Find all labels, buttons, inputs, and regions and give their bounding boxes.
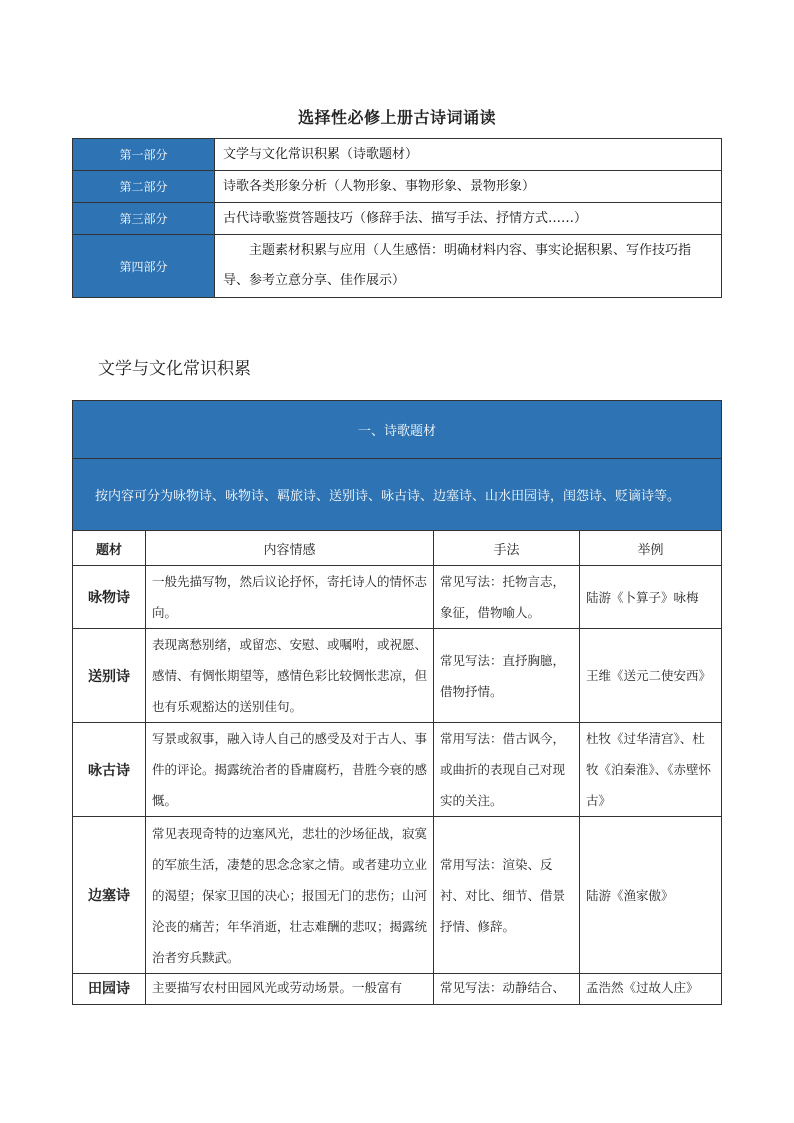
row-example: 陆游《卜算子》咏梅 xyxy=(580,566,722,629)
row-technique: 常见写法：直抒胸臆，借物抒情。 xyxy=(434,629,580,723)
row-category: 咏物诗 xyxy=(73,566,146,629)
outline-part: 第四部分 xyxy=(73,235,215,298)
row-content: 表现离愁别绪，或留恋、安慰、或嘱咐，或祝愿、感情、有惆怅期望等，感情色彩比较惆怅悲凉，但也有乐观豁达的送别佳句。 xyxy=(146,629,434,723)
row-example: 孟浩然《过故人庄》 xyxy=(580,974,722,1005)
row-category: 送别诗 xyxy=(73,629,146,723)
table-row xyxy=(73,817,722,974)
outline-row xyxy=(73,171,722,203)
table-row xyxy=(73,974,722,1005)
row-technique: 常见写法：托物言志，象征，借物喻人。 xyxy=(434,566,580,629)
header-category: 题材 xyxy=(73,531,146,566)
row-technique: 常用写法：渲染、反衬、对比、细节、借景抒情、修辞。 xyxy=(434,817,580,974)
row-category: 边塞诗 xyxy=(73,817,146,974)
page-title: 选择性必修上册古诗词诵读 xyxy=(297,108,496,127)
outline-desc: 诗歌各类形象分析（人物形象、事物形象、景物形象） xyxy=(215,171,722,203)
band-title: 一、诗歌题材 xyxy=(73,401,722,459)
poetry-genre-table xyxy=(72,400,722,1005)
header-example: 举例 xyxy=(580,531,722,566)
outline-row xyxy=(73,203,722,235)
band-desc-row xyxy=(73,459,722,531)
row-example: 陆游《渔家傲》 xyxy=(580,817,722,974)
row-category: 咏古诗 xyxy=(73,723,146,817)
row-example: 杜牧《过华清宫》、杜牧《泊秦淮》、《赤壁怀古》 xyxy=(580,723,722,817)
row-technique: 常用写法：借古讽今，或曲折的表现自己对现实的关注。 xyxy=(434,723,580,817)
row-content: 常见表现奇特的边塞风光，悲壮的沙场征战，寂寞的军旅生活，凄楚的思念念家之情。或者建功立业的渴望；保家卫国的决心；报国无门的悲伤；山河沦丧的痛苦；年华消逝，壮志难酬的悲叹；揭露统治者穷兵黩武。 xyxy=(146,817,434,974)
header-content: 内容情感 xyxy=(146,531,434,566)
header-row xyxy=(73,531,722,566)
outline-table xyxy=(72,138,722,298)
section-heading: 文学与文化常识积累 xyxy=(98,359,251,379)
table-row xyxy=(73,566,722,629)
table-row xyxy=(73,723,722,817)
row-content: 写景或叙事，融入诗人自己的感受及对于古人、事件的评论。揭露统治者的昏庸腐朽，昔胜今衰的感慨。 xyxy=(146,723,434,817)
outline-part: 第三部分 xyxy=(73,203,215,235)
outline-desc: 古代诗歌鉴赏答题技巧（修辞手法、描写手法、抒情方式……） xyxy=(215,203,722,235)
outline-row xyxy=(73,235,722,298)
table-row xyxy=(73,629,722,723)
header-technique: 手法 xyxy=(434,531,580,566)
band-title-row xyxy=(73,401,722,459)
row-category: 田园诗 xyxy=(73,974,146,1005)
row-example: 王维《送元二使安西》 xyxy=(580,629,722,723)
outline-part: 第一部分 xyxy=(73,139,215,171)
outline-desc: 文学与文化常识积累（诗歌题材） xyxy=(215,139,722,171)
band-desc: 按内容可分为咏物诗、咏物诗、羁旅诗、送别诗、咏古诗、边塞诗、山水田园诗，闺怨诗、贬谪诗等。 xyxy=(73,459,722,531)
row-technique: 常见写法：动静结合、 xyxy=(434,974,580,1005)
row-content: 一般先描写物，然后议论抒怀，寄托诗人的情怀志向。 xyxy=(146,566,434,629)
outline-part: 第二部分 xyxy=(73,171,215,203)
outline-row xyxy=(73,139,722,171)
outline-desc: 主题素材积累与应用（人生感悟：明确材料内容、事实论据积累、写作技巧指导、参考立意分享、佳作展示） xyxy=(215,235,722,298)
row-content: 主要描写农村田园风光或劳动场景。一般富有 xyxy=(146,974,434,1005)
